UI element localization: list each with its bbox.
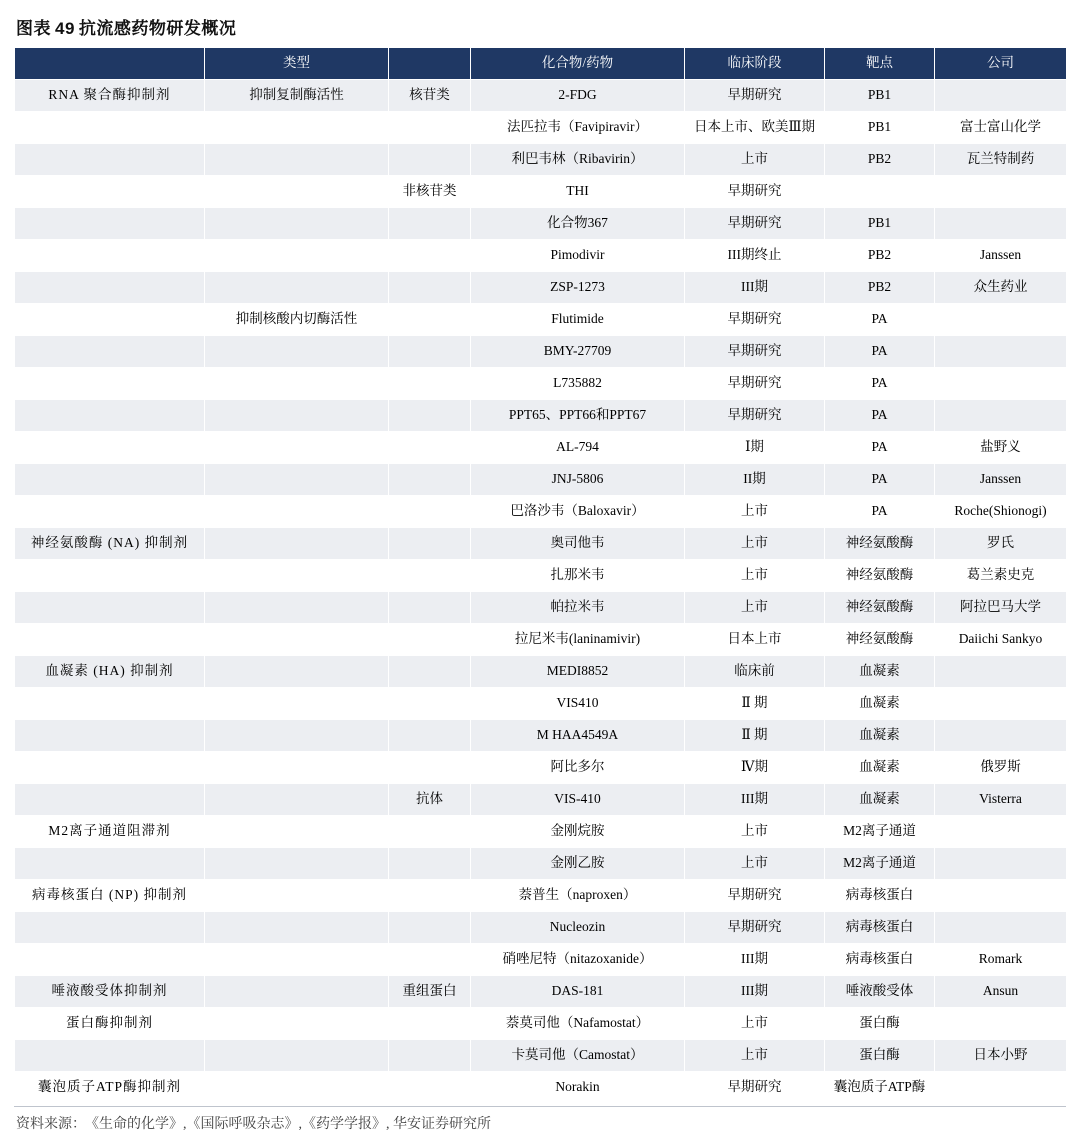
cell-subtype (205, 496, 389, 528)
cell-category (15, 752, 205, 784)
cell-category: 蛋白酶抑制剂 (15, 1008, 205, 1040)
cell-subtype (205, 784, 389, 816)
cell-target: PA (825, 400, 935, 432)
cell-phase: Ⅱ 期 (685, 688, 825, 720)
cell-subtype (205, 592, 389, 624)
cell-phase: 早期研究 (685, 80, 825, 112)
cell-drug: Flutimide (471, 304, 685, 336)
cell-subtype2: 重组蛋白 (389, 976, 471, 1008)
cell-category: 血凝素 (HA) 抑制剂 (15, 656, 205, 688)
cell-company: Ansun (935, 976, 1067, 1008)
cell-drug: DAS-181 (471, 976, 685, 1008)
cell-target: PB2 (825, 144, 935, 176)
cell-phase: 日本上市 (685, 624, 825, 656)
cell-subtype2 (389, 944, 471, 976)
cell-category: M2离子通道阻滞剂 (15, 816, 205, 848)
cell-category (15, 112, 205, 144)
cell-subtype2 (389, 880, 471, 912)
cell-subtype (205, 144, 389, 176)
cell-category (15, 944, 205, 976)
table-row (15, 688, 1067, 720)
cell-category: 神经氨酸酶 (NA) 抑制剂 (15, 528, 205, 560)
cell-company: 日本小野 (935, 1040, 1067, 1072)
table-row (15, 496, 1067, 528)
cell-subtype2 (389, 816, 471, 848)
cell-phase: 临床前 (685, 656, 825, 688)
cell-target: PA (825, 432, 935, 464)
header-cell-phase: 临床阶段 (685, 48, 825, 80)
cell-company: Roche(Shionogi) (935, 496, 1067, 528)
cell-phase: 早期研究 (685, 368, 825, 400)
cell-target: 血凝素 (825, 656, 935, 688)
cell-category (15, 176, 205, 208)
cell-company (935, 816, 1067, 848)
table-row (15, 1040, 1067, 1072)
cell-target: 囊泡质子ATP酶 (825, 1072, 935, 1104)
cell-category (15, 560, 205, 592)
cell-company: Janssen (935, 240, 1067, 272)
cell-phase: 上市 (685, 144, 825, 176)
cell-subtype2 (389, 304, 471, 336)
cell-category: 病毒核蛋白 (NP) 抑制剂 (15, 880, 205, 912)
cell-phase: 早期研究 (685, 912, 825, 944)
cell-target: 唾液酸受体 (825, 976, 935, 1008)
table-row (15, 432, 1067, 464)
table-row (15, 816, 1067, 848)
cell-subtype2: 核苷类 (389, 80, 471, 112)
header-cell-type: 类型 (205, 48, 389, 80)
table-row (15, 528, 1067, 560)
table-row (15, 112, 1067, 144)
cell-subtype2 (389, 112, 471, 144)
cell-phase: 早期研究 (685, 208, 825, 240)
header-cell-company: 公司 (935, 48, 1067, 80)
header-cell-target: 靶点 (825, 48, 935, 80)
cell-subtype2 (389, 464, 471, 496)
cell-category (15, 144, 205, 176)
cell-subtype2 (389, 720, 471, 752)
cell-target: 血凝素 (825, 752, 935, 784)
header-cell-blank2 (389, 48, 471, 80)
cell-phase: III期 (685, 944, 825, 976)
source-label: 资料来源： (16, 1117, 86, 1132)
cell-phase: 上市 (685, 1040, 825, 1072)
cell-phase: 上市 (685, 496, 825, 528)
cell-company (935, 80, 1067, 112)
cell-subtype (205, 240, 389, 272)
cell-target: PA (825, 464, 935, 496)
cell-company: 盐野义 (935, 432, 1067, 464)
cell-phase: 上市 (685, 1008, 825, 1040)
cell-drug: 帕拉米韦 (471, 592, 685, 624)
cell-subtype (205, 208, 389, 240)
cell-subtype2 (389, 144, 471, 176)
cell-category: RNA 聚合酶抑制剂 (15, 80, 205, 112)
source-text: 《生命的化学》,《国际呼吸杂志》,《药学学报》, 华安证券研究所 (92, 1117, 491, 1132)
table-row (15, 272, 1067, 304)
cell-category (15, 496, 205, 528)
cell-company: Romark (935, 944, 1067, 976)
cell-phase: 早期研究 (685, 1072, 825, 1104)
cell-target: 蛋白酶 (825, 1008, 935, 1040)
table-row (15, 464, 1067, 496)
table-row (15, 976, 1067, 1008)
cell-drug: 化合物367 (471, 208, 685, 240)
cell-target: 病毒核蛋白 (825, 880, 935, 912)
cell-company (935, 176, 1067, 208)
cell-subtype (205, 1040, 389, 1072)
cell-target: PA (825, 336, 935, 368)
cell-category (15, 592, 205, 624)
cell-subtype (205, 272, 389, 304)
cell-target: PB1 (825, 112, 935, 144)
cell-company: Janssen (935, 464, 1067, 496)
cell-company: Daiichi Sankyo (935, 624, 1067, 656)
table-row (15, 1072, 1067, 1104)
cell-drug: Pimodivir (471, 240, 685, 272)
cell-drug: Norakin (471, 1072, 685, 1104)
cell-drug: VIS410 (471, 688, 685, 720)
cell-company (935, 1008, 1067, 1040)
cell-subtype (205, 912, 389, 944)
table-row (15, 720, 1067, 752)
cell-company: Visterra (935, 784, 1067, 816)
cell-subtype: 抑制核酸内切酶活性 (205, 304, 389, 336)
cell-drug: ZSP-1273 (471, 272, 685, 304)
cell-drug: 巴洛沙韦（Baloxavir） (471, 496, 685, 528)
cell-phase: 早期研究 (685, 176, 825, 208)
table-row (15, 848, 1067, 880)
table-row (15, 336, 1067, 368)
cell-subtype (205, 560, 389, 592)
cell-target: 病毒核蛋白 (825, 912, 935, 944)
cell-drug: 萘莫司他（Nafamostat） (471, 1008, 685, 1040)
cell-subtype (205, 752, 389, 784)
cell-category (15, 304, 205, 336)
cell-target: M2离子通道 (825, 848, 935, 880)
cell-subtype2: 非核苷类 (389, 176, 471, 208)
cell-category (15, 912, 205, 944)
cell-phase: 上市 (685, 816, 825, 848)
cell-target: 神经氨酸酶 (825, 592, 935, 624)
cell-subtype (205, 1008, 389, 1040)
cell-subtype2 (389, 368, 471, 400)
cell-subtype2 (389, 848, 471, 880)
cell-company: 罗氏 (935, 528, 1067, 560)
cell-company: 瓦兰特制药 (935, 144, 1067, 176)
cell-subtype (205, 880, 389, 912)
cell-drug: AL-794 (471, 432, 685, 464)
cell-company: 葛兰素史克 (935, 560, 1067, 592)
cell-target: 神经氨酸酶 (825, 624, 935, 656)
header-cell-blank (15, 48, 205, 80)
cell-phase: 上市 (685, 592, 825, 624)
cell-target: 神经氨酸酶 (825, 560, 935, 592)
table-row (15, 144, 1067, 176)
cell-subtype2 (389, 528, 471, 560)
cell-category: 囊泡质子ATP酶抑制剂 (15, 1072, 205, 1104)
cell-company (935, 336, 1067, 368)
cell-target: 血凝素 (825, 720, 935, 752)
table-row (15, 784, 1067, 816)
cell-company (935, 720, 1067, 752)
cell-company: 众生药业 (935, 272, 1067, 304)
cell-subtype2 (389, 1040, 471, 1072)
cell-subtype (205, 464, 389, 496)
cell-subtype2 (389, 400, 471, 432)
cell-drug: L735882 (471, 368, 685, 400)
table-header (15, 48, 1067, 80)
cell-phase: III期终止 (685, 240, 825, 272)
cell-phase: 上市 (685, 560, 825, 592)
cell-drug: 阿比多尔 (471, 752, 685, 784)
cell-drug: PPT65、PPT66和PPT67 (471, 400, 685, 432)
cell-category (15, 464, 205, 496)
cell-category (15, 432, 205, 464)
cell-drug: 硝唑尼特（nitazoxanide） (471, 944, 685, 976)
figure-label: 图表 (16, 19, 51, 38)
cell-subtype2 (389, 432, 471, 464)
header-row (15, 48, 1067, 80)
cell-drug: 奥司他韦 (471, 528, 685, 560)
cell-category (15, 400, 205, 432)
cell-category (15, 1040, 205, 1072)
cell-company (935, 880, 1067, 912)
cell-phase: 早期研究 (685, 336, 825, 368)
cell-target: PB2 (825, 272, 935, 304)
cell-subtype (205, 368, 389, 400)
cell-target: PB2 (825, 240, 935, 272)
cell-phase: III期 (685, 784, 825, 816)
cell-target (825, 176, 935, 208)
cell-subtype (205, 816, 389, 848)
cell-phase: 早期研究 (685, 400, 825, 432)
cell-category (15, 240, 205, 272)
cell-phase: 早期研究 (685, 304, 825, 336)
cell-subtype (205, 656, 389, 688)
cell-target: 血凝素 (825, 784, 935, 816)
cell-drug: 利巴韦林（Ribavirin） (471, 144, 685, 176)
cell-phase: II期 (685, 464, 825, 496)
cell-drug: 扎那米韦 (471, 560, 685, 592)
cell-subtype2 (389, 208, 471, 240)
cell-subtype2 (389, 688, 471, 720)
cell-subtype2 (389, 1008, 471, 1040)
cell-subtype (205, 400, 389, 432)
cell-subtype (205, 624, 389, 656)
cell-company (935, 1072, 1067, 1104)
cell-drug: VIS-410 (471, 784, 685, 816)
cell-drug: JNJ-5806 (471, 464, 685, 496)
table-row (15, 400, 1067, 432)
cell-drug: BMY-27709 (471, 336, 685, 368)
cell-company (935, 912, 1067, 944)
cell-category: 唾液酸受体抑制剂 (15, 976, 205, 1008)
table-row (15, 560, 1067, 592)
cell-company: 阿拉巴马大学 (935, 592, 1067, 624)
cell-drug: 卡莫司他（Camostat） (471, 1040, 685, 1072)
cell-drug: THI (471, 176, 685, 208)
cell-phase: 上市 (685, 528, 825, 560)
cell-subtype (205, 1072, 389, 1104)
table-row (15, 176, 1067, 208)
cell-subtype2 (389, 240, 471, 272)
flu-drug-table (14, 47, 1067, 1104)
cell-subtype2 (389, 1072, 471, 1104)
cell-phase: Ⅳ期 (685, 752, 825, 784)
cell-subtype2 (389, 592, 471, 624)
table-row (15, 624, 1067, 656)
cell-drug: Nucleozin (471, 912, 685, 944)
table-row (15, 368, 1067, 400)
cell-company: 俄罗斯 (935, 752, 1067, 784)
cell-company (935, 848, 1067, 880)
cell-subtype (205, 336, 389, 368)
cell-category (15, 688, 205, 720)
table-row (15, 304, 1067, 336)
cell-subtype (205, 848, 389, 880)
cell-phase: 日本上市、欧美Ⅲ期 (685, 112, 825, 144)
cell-subtype2 (389, 624, 471, 656)
cell-target: PA (825, 304, 935, 336)
cell-target: 病毒核蛋白 (825, 944, 935, 976)
cell-target: PB1 (825, 208, 935, 240)
table-row (15, 880, 1067, 912)
cell-drug: 金刚乙胺 (471, 848, 685, 880)
cell-subtype2 (389, 560, 471, 592)
cell-target: PA (825, 368, 935, 400)
cell-target: M2离子通道 (825, 816, 935, 848)
cell-drug: 金刚烷胺 (471, 816, 685, 848)
cell-phase: 早期研究 (685, 880, 825, 912)
cell-subtype2 (389, 272, 471, 304)
cell-subtype (205, 112, 389, 144)
cell-subtype (205, 976, 389, 1008)
figure-number: 49 (55, 19, 75, 38)
cell-phase: III期 (685, 272, 825, 304)
cell-drug: MEDI8852 (471, 656, 685, 688)
cell-phase: III期 (685, 976, 825, 1008)
header-cell-drug: 化合物/药物 (471, 48, 685, 80)
cell-category (15, 624, 205, 656)
table-body (15, 80, 1067, 1104)
table-row (15, 592, 1067, 624)
cell-target: PB1 (825, 80, 935, 112)
cell-subtype (205, 688, 389, 720)
cell-phase: Ⅰ期 (685, 432, 825, 464)
cell-subtype (205, 176, 389, 208)
cell-subtype2 (389, 912, 471, 944)
cell-subtype2 (389, 656, 471, 688)
cell-subtype (205, 528, 389, 560)
table-row (15, 752, 1067, 784)
table-row (15, 80, 1067, 112)
cell-target: 蛋白酶 (825, 1040, 935, 1072)
cell-category (15, 272, 205, 304)
cell-drug: 萘普生（naproxen） (471, 880, 685, 912)
cell-company (935, 368, 1067, 400)
cell-phase: Ⅱ 期 (685, 720, 825, 752)
cell-category (15, 720, 205, 752)
table-row (15, 208, 1067, 240)
cell-drug: M HAA4549A (471, 720, 685, 752)
table-row (15, 656, 1067, 688)
cell-target: 神经氨酸酶 (825, 528, 935, 560)
cell-subtype (205, 432, 389, 464)
table-row (15, 240, 1067, 272)
cell-company (935, 656, 1067, 688)
cell-drug: 2-FDG (471, 80, 685, 112)
cell-phase: 上市 (685, 848, 825, 880)
cell-company (935, 688, 1067, 720)
cell-subtype2 (389, 752, 471, 784)
cell-subtype2 (389, 496, 471, 528)
cell-category (15, 784, 205, 816)
cell-category (15, 336, 205, 368)
cell-category (15, 208, 205, 240)
cell-drug: 法匹拉韦（Favipiravir） (471, 112, 685, 144)
table-row (15, 944, 1067, 976)
source-note (14, 1106, 1066, 1133)
cell-subtype: 抑制复制酶活性 (205, 80, 389, 112)
cell-target: 血凝素 (825, 688, 935, 720)
cell-company (935, 400, 1067, 432)
cell-subtype2 (389, 336, 471, 368)
cell-target: PA (825, 496, 935, 528)
cell-subtype (205, 720, 389, 752)
figure-title-text: 抗流感药物研发概况 (78, 19, 237, 38)
cell-subtype2: 抗体 (389, 784, 471, 816)
cell-company: 富士富山化学 (935, 112, 1067, 144)
cell-category (15, 368, 205, 400)
cell-drug: 拉尼米韦(laninamivir) (471, 624, 685, 656)
cell-category (15, 848, 205, 880)
table-row (15, 1008, 1067, 1040)
cell-company (935, 304, 1067, 336)
cell-subtype (205, 944, 389, 976)
figure-title (16, 14, 1066, 39)
cell-company (935, 208, 1067, 240)
table-row (15, 912, 1067, 944)
